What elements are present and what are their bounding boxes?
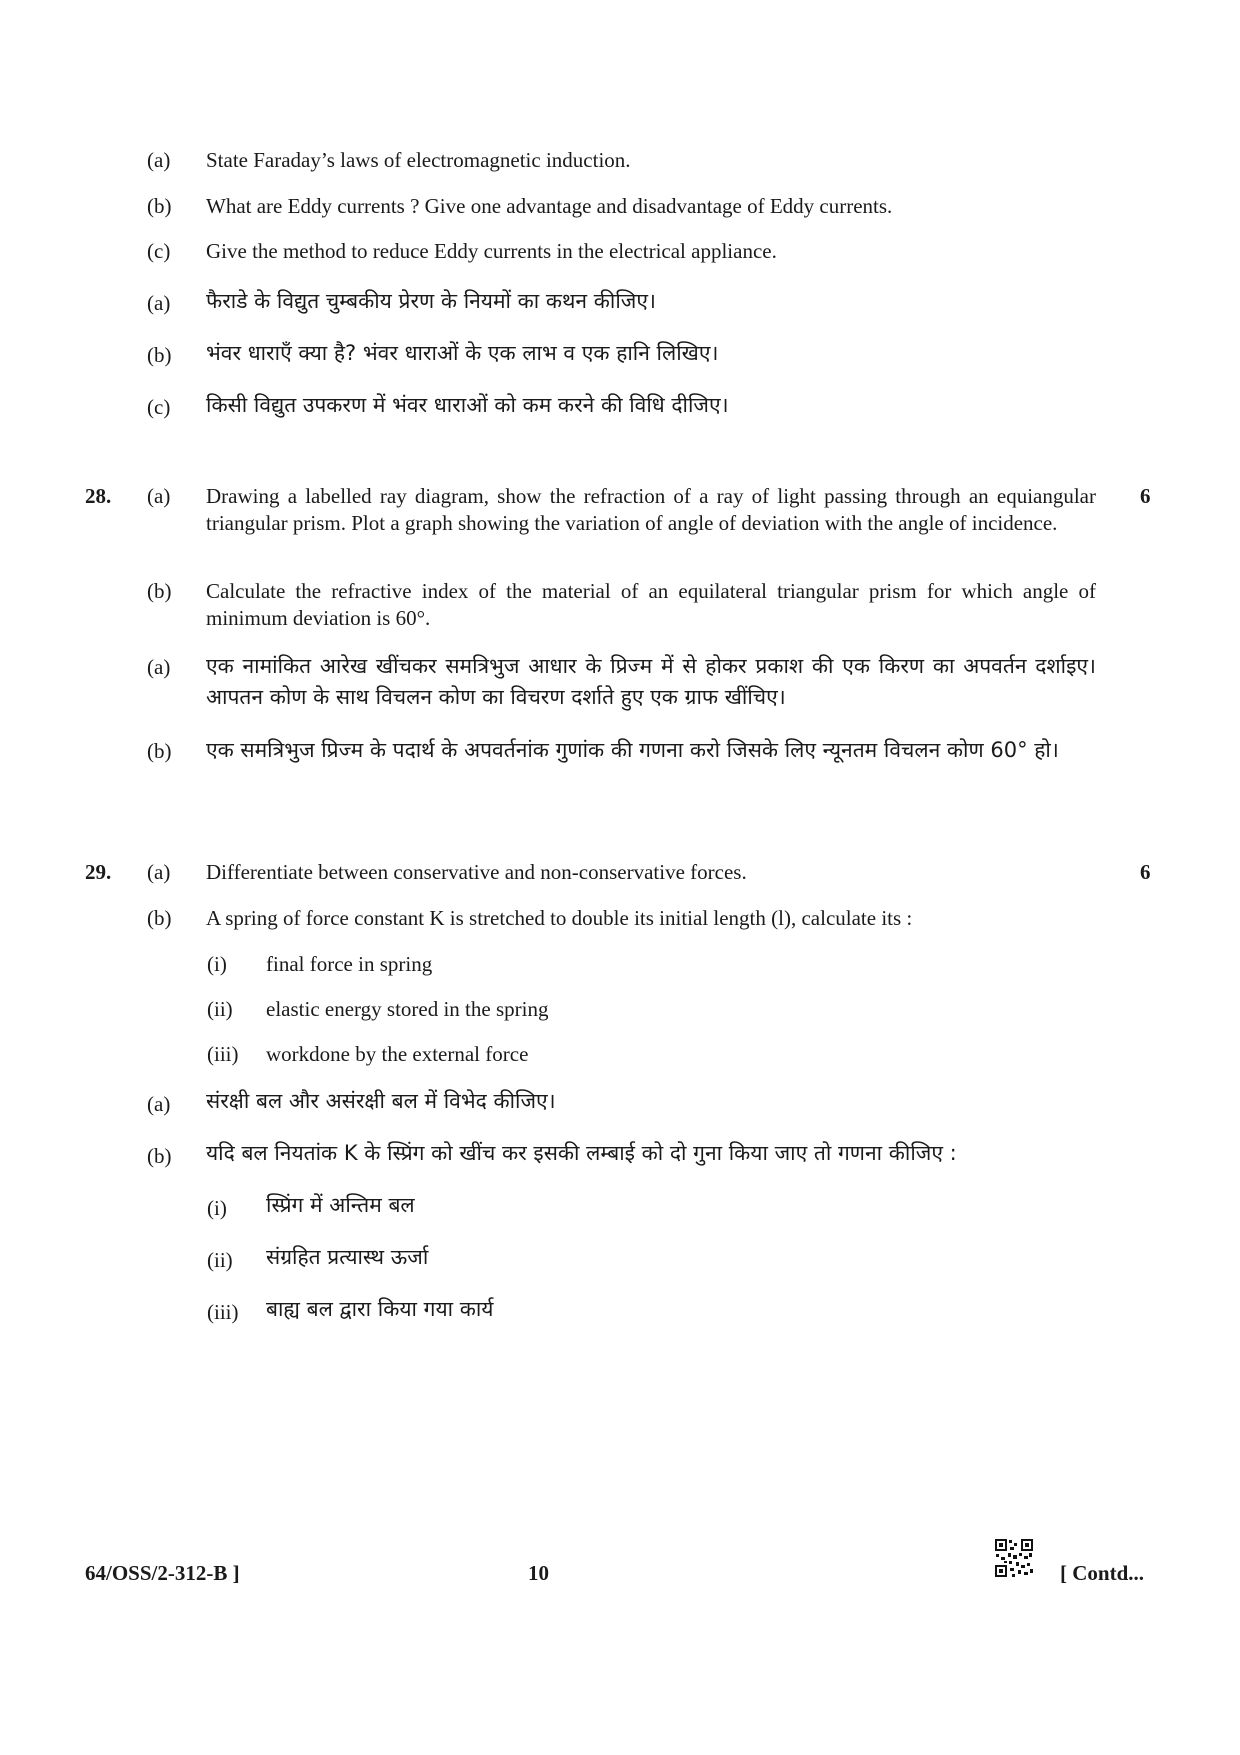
item-text: यदि बल नियतांक K के स्प्रिंग को खींच कर इसकी लम्बाई को दो गुना किया जाए तो गणना कीजिए : bbox=[206, 1141, 957, 1165]
item-text: एक समत्रिभुज प्रिज्म के पदार्थ के अपवर्तनांक गुणांक की गणना करो जिसके लिए न्यूनतम विचलन कोण 60° हो। bbox=[206, 738, 1059, 762]
item-label: (b) bbox=[147, 739, 172, 763]
sub-label: (iii) bbox=[207, 1042, 239, 1066]
continued-label: [ Contd... bbox=[1060, 1561, 1145, 1585]
sub-label: (ii) bbox=[207, 1248, 233, 1272]
item-text: A spring of force constant K is stretched to double its initial length (l), calculate its : bbox=[206, 906, 913, 930]
item-label: (c) bbox=[147, 395, 171, 419]
item-text: संरक्षी बल और असंरक्षी बल में विभेद कीजिए। bbox=[206, 1089, 556, 1113]
item-text: Calculate the refractive index of the material of an equilateral triangular prism for which angle of minimum deviation is 60°. bbox=[206, 579, 1096, 630]
question-number-28: 28. bbox=[85, 484, 112, 508]
sub-text: final force in spring bbox=[266, 952, 433, 976]
item-label: (a) bbox=[147, 1092, 171, 1116]
qr-code-icon bbox=[994, 1538, 1034, 1578]
marks-29: 6 bbox=[1140, 860, 1151, 884]
sub-label: (i) bbox=[207, 952, 227, 976]
item-label: (b) bbox=[147, 579, 172, 603]
item-label: (b) bbox=[147, 194, 172, 218]
paper-code: 64/OSS/2-312-B ] bbox=[85, 1561, 240, 1585]
sub-label: (iii) bbox=[207, 1300, 239, 1324]
item-label: (b) bbox=[147, 906, 172, 930]
sub-label: (i) bbox=[207, 1196, 227, 1220]
item-label: (a) bbox=[147, 484, 171, 508]
item-label: (a) bbox=[147, 860, 171, 884]
item-text: What are Eddy currents ? Give one advantage and disadvantage of Eddy currents. bbox=[206, 194, 893, 218]
item-text: Give the method to reduce Eddy currents in the electrical appliance. bbox=[206, 239, 777, 263]
item-label: (b) bbox=[147, 343, 172, 367]
sub-text: स्प्रिंग में अन्तिम बल bbox=[266, 1193, 415, 1217]
sub-text: elastic energy stored in the spring bbox=[266, 997, 549, 1021]
sub-text: बाह्य बल द्वारा किया गया कार्य bbox=[266, 1297, 494, 1321]
item-text: किसी विद्युत उपकरण में भंवर धाराओं को कम करने की विधि दीजिए। bbox=[206, 393, 729, 417]
item-text: State Faraday’s laws of electromagnetic induction. bbox=[206, 148, 631, 172]
sub-text: संग्रहित प्रत्यास्थ ऊर्जा bbox=[266, 1245, 429, 1269]
sub-label: (ii) bbox=[207, 997, 233, 1021]
question-number-29: 29. bbox=[85, 860, 112, 884]
sub-text: workdone by the external force bbox=[266, 1042, 529, 1066]
item-label: (a) bbox=[147, 291, 171, 315]
item-label: (b) bbox=[147, 1144, 172, 1168]
marks-28: 6 bbox=[1140, 484, 1151, 508]
item-label: (a) bbox=[147, 148, 171, 172]
item-text: Differentiate between conservative and non-conservative forces. bbox=[206, 860, 747, 884]
item-label: (c) bbox=[147, 239, 171, 263]
page-number: 10 bbox=[528, 1561, 549, 1585]
item-text: फैराडे के विद्युत चुम्बकीय प्रेरण के नियमों का कथन कीजिए। bbox=[206, 289, 656, 313]
item-text: भंवर धाराएँ क्या है? भंवर धाराओं के एक लाभ व एक हानि लिखिए। bbox=[206, 341, 719, 365]
item-label: (a) bbox=[147, 655, 171, 679]
item-text: Drawing a labelled ray diagram, show the refraction of a ray of light passing through an equiangular triangular prism. Plot a graph showing the variation of angle of deviation with the angle of incidence. bbox=[206, 484, 1096, 535]
item-text: एक नामांकित आरेख खींचकर समत्रिभुज आधार के प्रिज्म में से होकर प्रकाश की एक किरण का अपवर्तन दर्शाइए। आपतन कोण के साथ विचलन कोण का विचरण दर्शाते हुए एक ग्राफ खींचिए। bbox=[206, 654, 1096, 709]
